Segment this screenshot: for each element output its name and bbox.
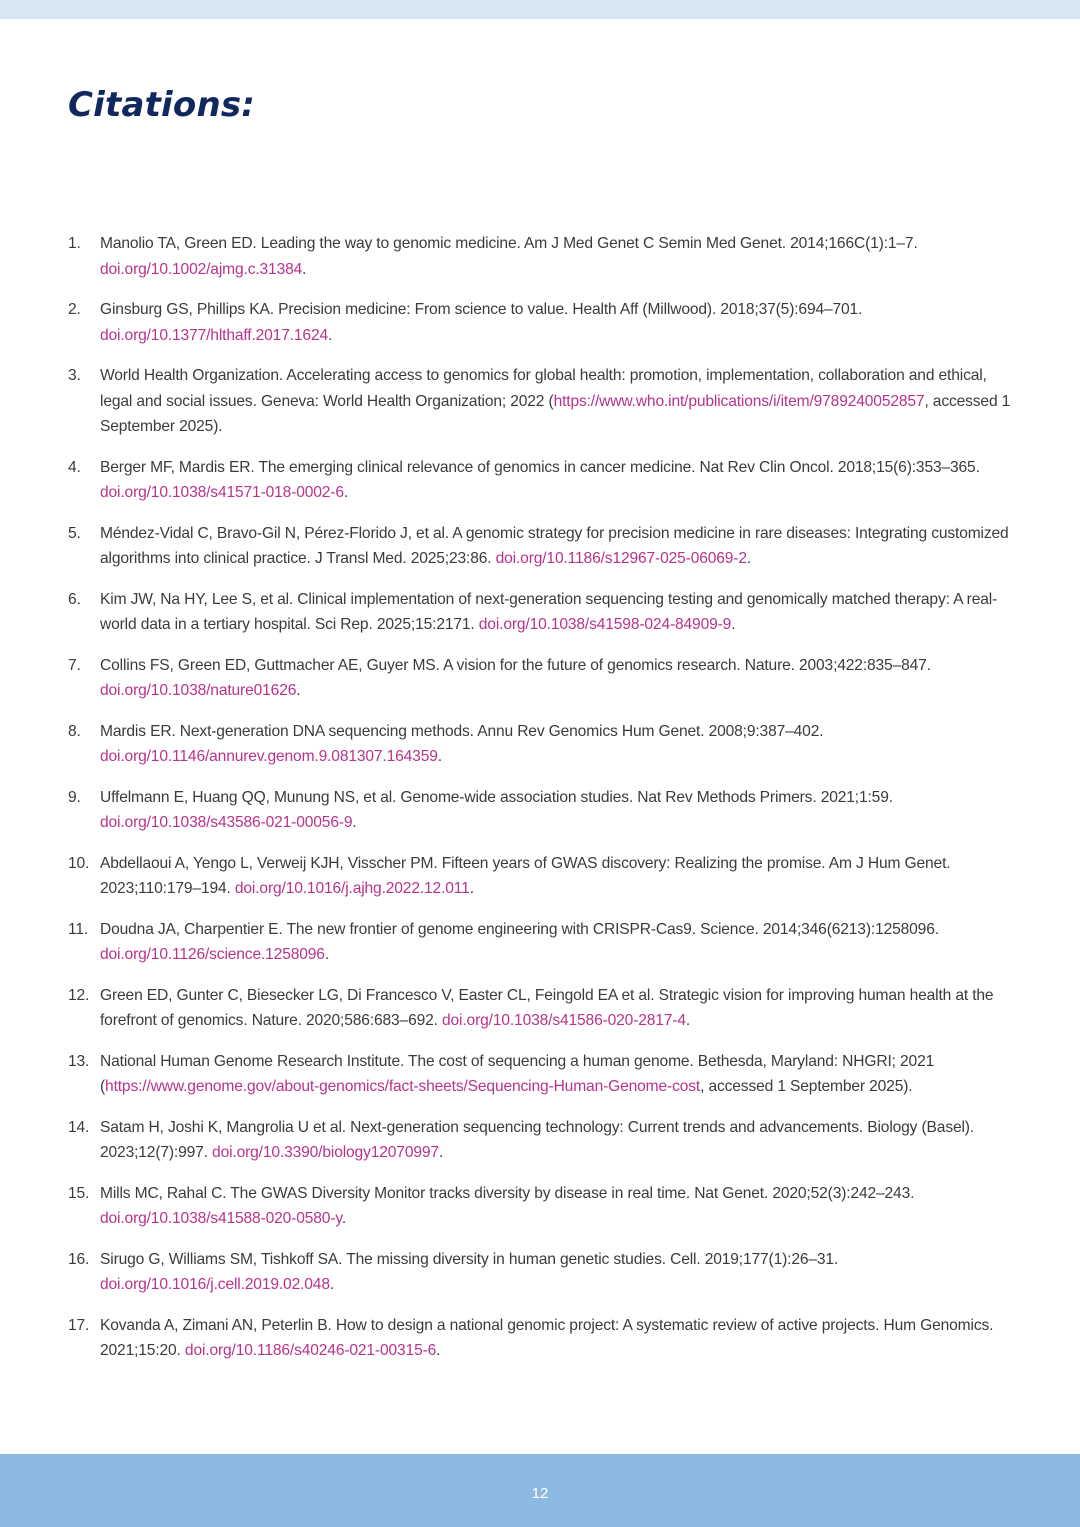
page-number: 12 bbox=[531, 1485, 549, 1502]
citation-tail: . bbox=[341, 1210, 347, 1227]
citation-link[interactable]: doi.org/10.1146/annurev.genom.9.081307.164359 bbox=[100, 748, 438, 765]
citation-tail: . bbox=[352, 814, 357, 831]
citation-number: 5. bbox=[68, 524, 81, 542]
citation-number: 17. bbox=[68, 1316, 90, 1334]
citation-tail: . bbox=[296, 682, 301, 699]
citation-text: Uffelmann E, Huang QQ, Munung NS, et al. Genome-wide association studies. Nat Rev Methods Primers. 2021;1:59. bbox=[100, 788, 893, 806]
citation-text: National Human Genome Research Institute. The cost of sequencing a human genome. Bethesda, Maryland: NHGRI; 2021 ( bbox=[100, 1052, 935, 1095]
citation-link[interactable]: doi.org/10.1038/s41588-020-0580-y bbox=[100, 1210, 342, 1227]
citation-tail: . bbox=[436, 1342, 441, 1359]
citation-item bbox=[66, 1115, 1014, 1166]
citation-item bbox=[66, 231, 1014, 282]
citation-text: World Health Organization. Accelerating access to genomics for global health: promotion, implementation, collaboration and ethical, legal and social issues. Geneva: World Health Organization; 2022 ( bbox=[100, 367, 987, 410]
citation-text: Ginsburg GS, Phillips KA. Precision medicine: From science to value. Health Aff (Millwood). 2018;37(5):694–701. bbox=[100, 301, 863, 318]
citation-text: Sirugo G, Williams SM, Tishkoff SA. The missing diversity in human genetic studies. Cell. 2019;177(1):26–31. bbox=[100, 1250, 839, 1268]
citation-tail: . bbox=[329, 1276, 335, 1293]
citation-number: 8. bbox=[68, 722, 81, 740]
citation-number: 12. bbox=[68, 986, 90, 1004]
citation-tail: . bbox=[302, 260, 307, 278]
citation-item bbox=[66, 363, 1014, 440]
citation-text: Abdellaoui A, Yengo L, Verweij KJH, Visscher PM. Fifteen years of GWAS discovery: Realizing the promise. Am J Hum Genet. 2023;110:179–194. bbox=[100, 854, 951, 897]
citation-item bbox=[66, 587, 1014, 638]
citation-item bbox=[66, 785, 1014, 836]
citation-tail: . bbox=[328, 326, 333, 344]
citation-number: 14. bbox=[68, 1118, 90, 1136]
citation-item bbox=[66, 1049, 1014, 1100]
citation-list bbox=[66, 231, 1014, 1379]
citation-link[interactable]: doi.org/10.1186/s40246-021-00315-6 bbox=[184, 1342, 437, 1359]
citation-tail: . bbox=[731, 616, 736, 633]
citation-number: 16. bbox=[68, 1250, 90, 1268]
citation-text: Berger MF, Mardis ER. The emerging clinical relevance of genomics in cancer medicine. Nat Rev Clin Oncol. 2018;15(6):353–365. bbox=[100, 458, 980, 476]
citation-link[interactable]: doi.org/10.1038/s43586-021-00056-9 bbox=[100, 814, 353, 831]
citation-link[interactable]: doi.org/10.1377/hlthaff.2017.1624 bbox=[100, 326, 329, 344]
citation-link[interactable]: doi.org/10.1126/science.1258096 bbox=[100, 946, 325, 963]
citation-tail: . bbox=[438, 1144, 444, 1161]
citation-text: Collins FS, Green ED, Guttmacher AE, Guyer MS. A vision for the future of genomics research. Nature. 2003;422:835–847. bbox=[100, 656, 931, 674]
citation-number: 7. bbox=[68, 656, 81, 674]
citation-link[interactable]: doi.org/10.1038/s41598-024-84909-9 bbox=[478, 616, 732, 633]
citation-number: 13. bbox=[68, 1052, 90, 1070]
citation-link[interactable]: doi.org/10.1038/s41571-018-0002-6 bbox=[100, 484, 344, 501]
citation-item bbox=[66, 653, 1014, 704]
citation-number: 11. bbox=[68, 920, 89, 938]
citation-link[interactable]: doi.org/10.1038/nature01626 bbox=[100, 682, 297, 699]
citation-text: Manolio TA, Green ED. Leading the way to genomic medicine. Am J Med Genet C Semin Med Genet. 2014;166C(1):1–7. bbox=[100, 235, 918, 252]
citation-link[interactable]: doi.org/10.1038/s41586-020-2817-4 bbox=[442, 1012, 686, 1029]
citation-item bbox=[66, 1247, 1014, 1298]
citation-link[interactable]: doi.org/10.1016/j.ajhg.2022.12.011 bbox=[234, 880, 470, 897]
citation-item bbox=[66, 297, 1014, 348]
citation-link[interactable]: doi.org/10.3390/biology12070997 bbox=[212, 1144, 439, 1161]
citation-item bbox=[66, 1313, 1014, 1364]
citation-tail: . bbox=[746, 550, 752, 567]
citation-number: 9. bbox=[68, 788, 81, 806]
citation-link[interactable]: https://www.who.int/publications/i/item/9789240052857 bbox=[553, 392, 925, 410]
citation-tail: . bbox=[685, 1012, 691, 1029]
citation-text: Kim JW, Na HY, Lee S, et al. Clinical implementation of next-generation sequencing testing and genomically matched therapy: A real-world data in a tertiary hospital. Sci Rep. 2025;15:2171. bbox=[100, 590, 998, 633]
citation-item bbox=[66, 917, 1014, 968]
citation-link[interactable]: https://www.genome.gov/about-genomics/fact-sheets/Sequencing-Human-Genome-cost bbox=[105, 1078, 701, 1095]
citation-text: Méndez-Vidal C, Bravo-Gil N, Pérez-Florido J, et al. A genomic strategy for precision medicine in rare diseases: Integrating customized algorithms into clinical practice. J Transl Med. 2025;23:86. bbox=[100, 524, 1009, 567]
citation-text: Green ED, Gunter C, Biesecker LG, Di Francesco V, Easter CL, Feingold EA et al. Strategic vision for improving human health at the forefront of genomics. Nature. 2020;586:683–692. bbox=[100, 986, 994, 1029]
citation-number: 1. bbox=[68, 235, 81, 252]
citation-tail: . bbox=[324, 946, 330, 963]
citation-number: 4. bbox=[68, 458, 81, 476]
citation-link[interactable]: doi.org/10.1016/j.cell.2019.02.048 bbox=[100, 1276, 330, 1293]
citation-link[interactable]: doi.org/10.1002/ajmg.c.31384 bbox=[100, 260, 303, 278]
citation-item bbox=[66, 719, 1014, 770]
page-title: Citations: bbox=[68, 85, 256, 125]
citation-number: 6. bbox=[68, 590, 81, 608]
citation-item bbox=[66, 983, 1014, 1034]
citation-number: 2. bbox=[68, 301, 81, 318]
citation-number: 10. bbox=[68, 854, 90, 872]
citation-tail: . bbox=[469, 880, 474, 897]
citation-text: Mills MC, Rahal C. The GWAS Diversity Monitor tracks diversity by disease in real time. Nat Genet. 2020;52(3):242–243. bbox=[100, 1184, 915, 1202]
citation-tail: , accessed 1 September 2025). bbox=[100, 392, 1011, 435]
citation-item bbox=[66, 1181, 1014, 1232]
top-band bbox=[0, 0, 1080, 19]
citation-tail: , accessed 1 September 2025). bbox=[700, 1078, 913, 1095]
citation-number: 3. bbox=[68, 367, 81, 384]
citation-item bbox=[66, 455, 1014, 506]
citation-text: Mardis ER. Next-generation DNA sequencing methods. Annu Rev Genomics Hum Genet. 2008;9:387–402. bbox=[100, 722, 824, 740]
citation-link[interactable]: doi.org/10.1186/s12967-025-06069-2 bbox=[495, 550, 747, 567]
citation-text: Kovanda A, Zimani AN, Peterlin B. How to design a national genomic project: A systematic review of active projects. Hum Genomics. 2021;15:20. bbox=[100, 1316, 994, 1359]
citation-tail: . bbox=[437, 748, 442, 765]
citation-tail: . bbox=[343, 484, 349, 501]
citation-text: Doudna JA, Charpentier E. The new frontier of genome engineering with CRISPR-Cas9. Science. 2014;346(6213):1258096. bbox=[100, 920, 939, 938]
citation-item bbox=[66, 521, 1014, 572]
citation-text: Satam H, Joshi K, Mangrolia U et al. Next-generation sequencing technology: Current trends and advancements. Biology (Basel). 2023;12(7):997. bbox=[100, 1118, 975, 1161]
citation-item bbox=[66, 851, 1014, 902]
citation-number: 15. bbox=[68, 1184, 90, 1202]
